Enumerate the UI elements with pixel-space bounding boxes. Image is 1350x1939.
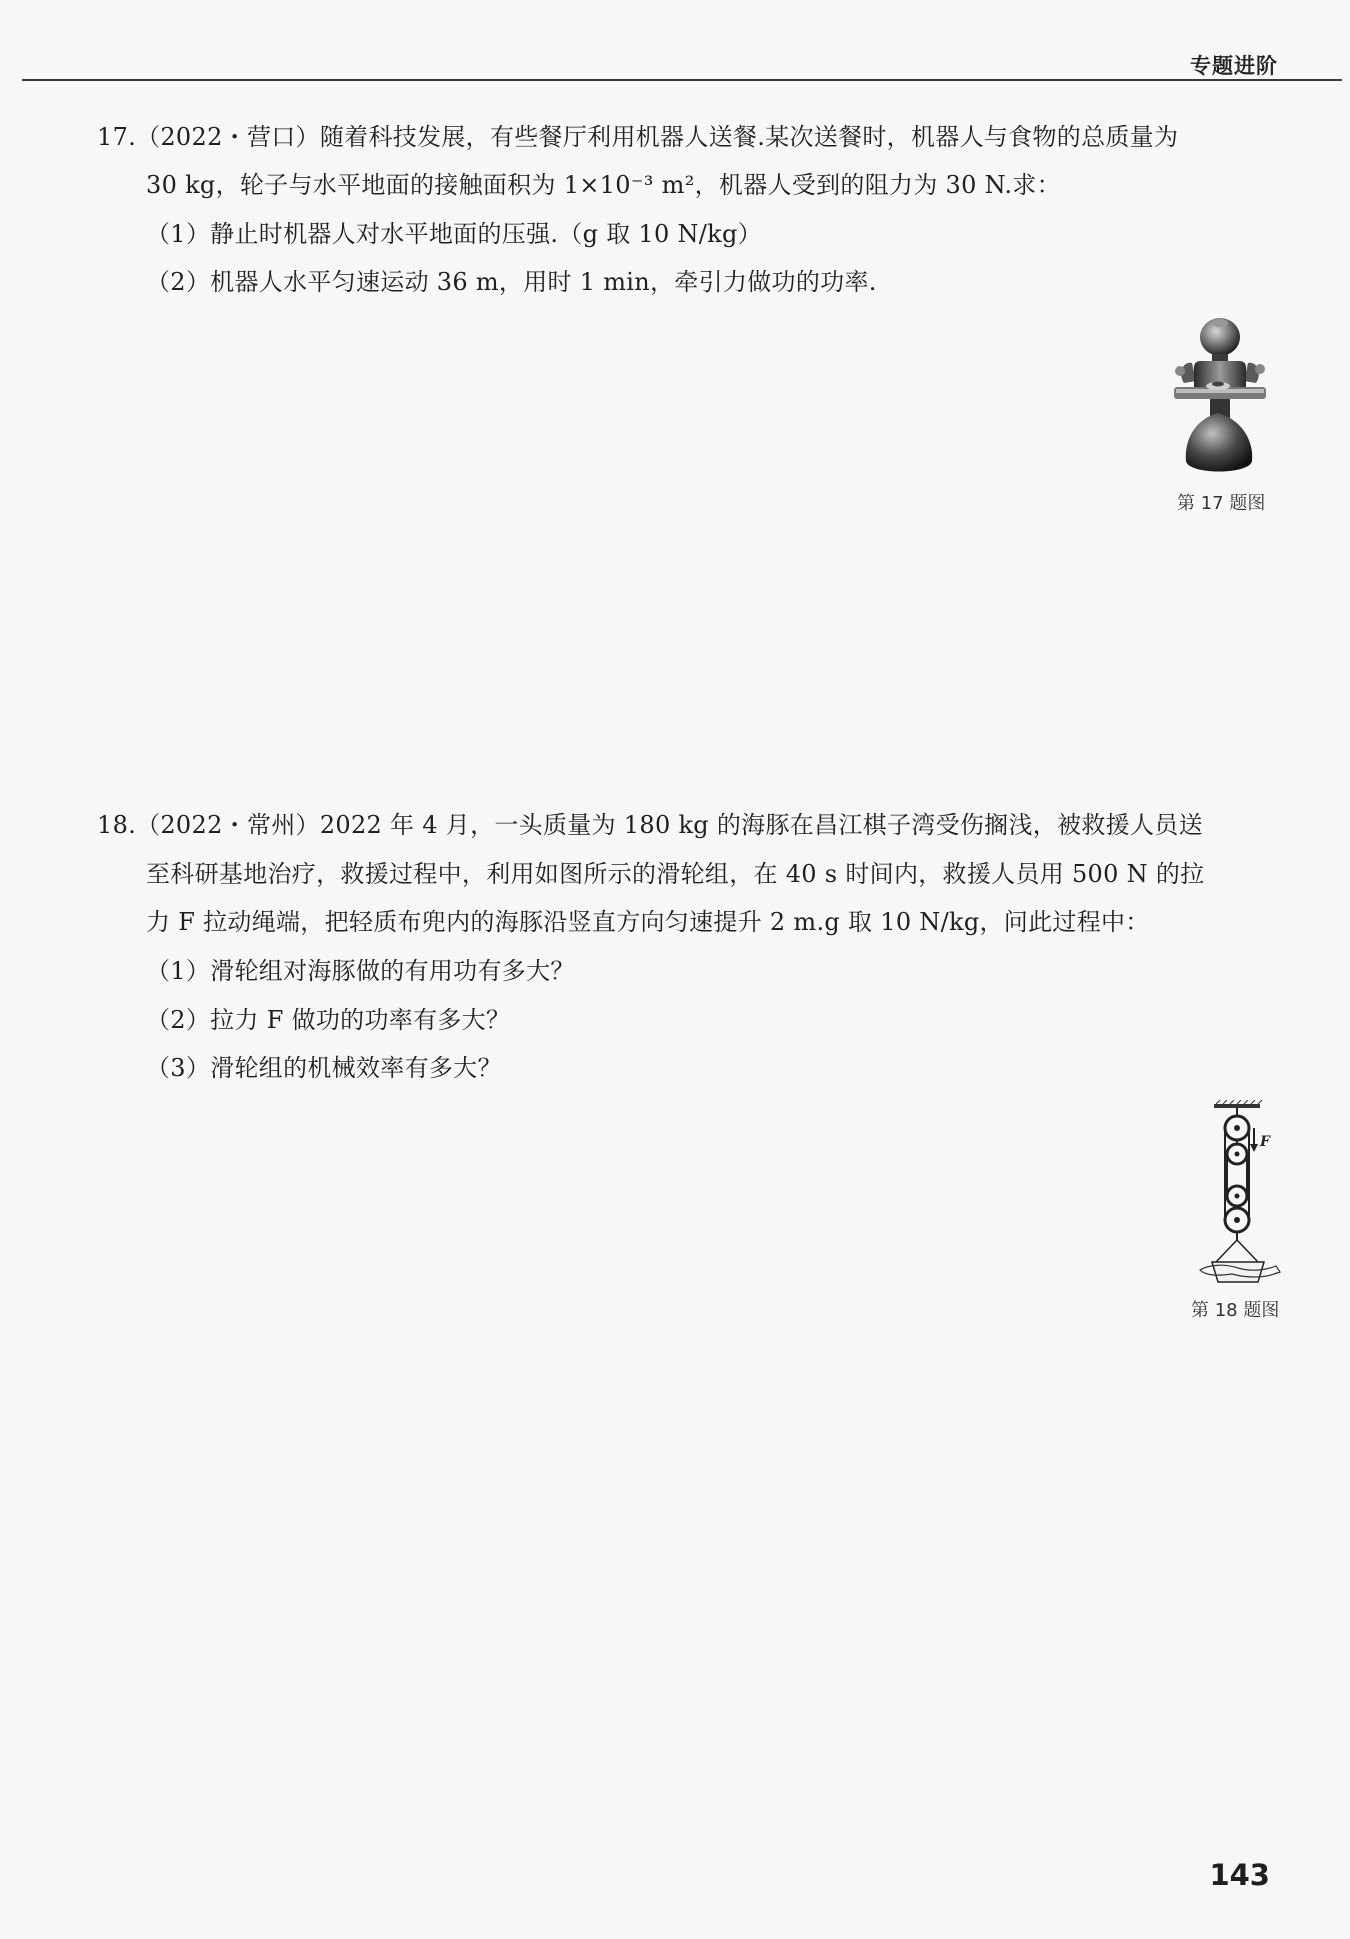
problem-18-line-3: 力 F 拉动绳端，把轻质布兜内的海豚沿竖直方向匀速提升 2 m.g 取 10 N/kg，问此过程中： [146,908,1150,936]
force-f-label: F [1260,1134,1270,1150]
problem-18-part-1: （1）滑轮组对海豚做的有用功有多大？ [146,957,575,985]
serving-robot-icon [1166,315,1270,480]
problem-17-line-1: 17.（2022・营口）随着科技发展，有些餐厅利用机器人送餐.某次送餐时，机器人与食物的总质量为 [97,123,1179,151]
header-title: 专题进阶 [1190,54,1278,78]
problem-17-line-2: 30 kg，轮子与水平地面的接触面积为 1×10⁻³ m²，机器人受到的阻力为 30 N.求： [146,171,1061,199]
problem-18-part-3: （3）滑轮组的机械效率有多大？ [146,1054,502,1082]
header-divider [22,79,1342,81]
figure-18-caption: 第 18 题图 [1191,1300,1280,1321]
pulley-system-icon [1196,1100,1282,1290]
page-number: 143 [1209,1858,1270,1892]
problem-17-part-1: （1）静止时机器人对水平地面的压强.（g 取 10 N/kg） [146,220,762,248]
problem-17-part-2: （2）机器人水平匀速运动 36 m，用时 1 min，牵引力做功的功率. [146,268,877,296]
problem-18-line-2: 至科研基地治疗，救援过程中，利用如图所示的滑轮组，在 40 s 时间内，救援人员用 500 N 的拉 [146,860,1205,888]
problem-18-part-2: （2）拉力 F 做功的功率有多大？ [146,1006,511,1034]
problem-18-line-1: 18.（2022・常州）2022 年 4 月，一头质量为 180 kg 的海豚在昌江棋子湾受伤搁浅，被救援人员送 [97,811,1203,839]
figure-17-caption: 第 17 题图 [1177,493,1266,514]
